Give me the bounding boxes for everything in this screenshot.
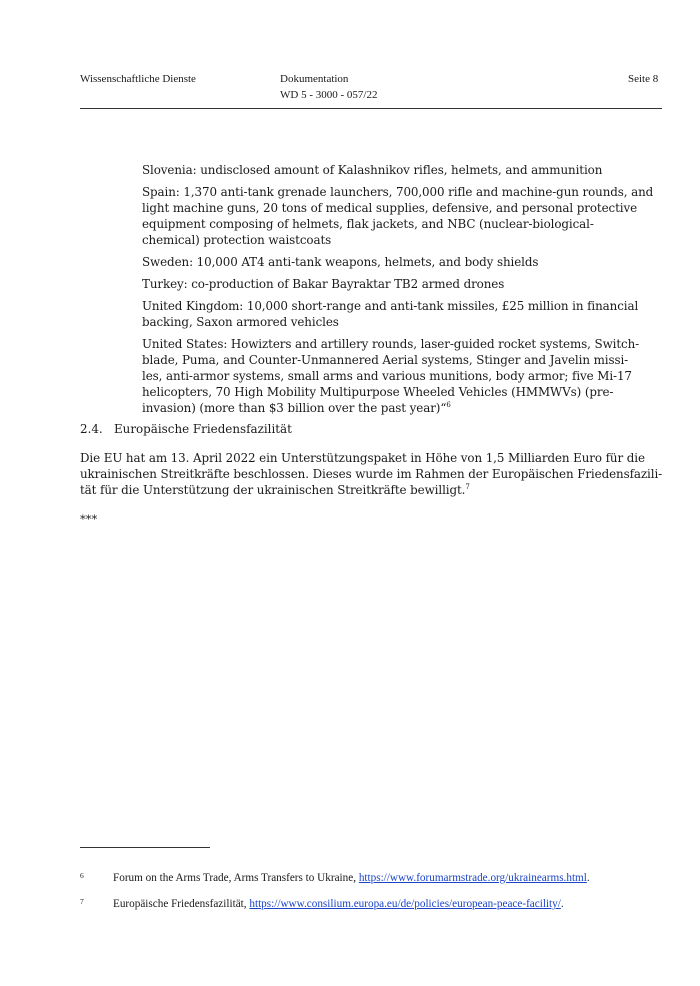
quote-line: Turkey: co-production of Bakar Bayraktar TB2 armed drones bbox=[142, 277, 505, 291]
header-institution: Wissenschaftliche Dienste bbox=[80, 73, 196, 85]
header-doc-type: Dokumentation bbox=[280, 73, 349, 85]
footnote-ref-6[interactable]: 6 bbox=[446, 401, 451, 409]
quote-item-slovenia bbox=[142, 162, 662, 178]
footnote-divider bbox=[80, 847, 210, 848]
quote-item-turkey bbox=[142, 276, 662, 292]
quote-line: chemical) protection waistcoats bbox=[142, 233, 332, 247]
quote-line: equipment composing of helmets, flak jackets, and NBC (nuclear-biological- bbox=[142, 217, 594, 231]
section-heading bbox=[80, 421, 662, 437]
section-separator: *** bbox=[80, 512, 98, 526]
footnote-link[interactable]: https://www.forumarmstrade.org/ukrainearms.html bbox=[358, 872, 587, 884]
footnote-text: Forum on the Arms Trade, Arms Transfers to Ukraine, bbox=[113, 872, 359, 884]
footnote-7 bbox=[80, 895, 670, 911]
footnote-number: 7 bbox=[80, 897, 84, 906]
footnote-link[interactable]: https://www.consilium.europa.eu/de/policies/european-peace-facility/ bbox=[249, 898, 561, 910]
footnote-end: . bbox=[560, 898, 564, 910]
quote-line: Sweden: 10,000 AT4 anti-tank weapons, helmets, and body shields bbox=[142, 255, 539, 269]
quote-line: backing, Saxon armored vehicles bbox=[142, 315, 339, 329]
body-paragraph bbox=[80, 450, 665, 498]
paragraph-line: Die EU hat am 13. April 2022 ein Unterstützungspaket in Höhe von 1,5 Milliarden Euro für die bbox=[80, 451, 645, 465]
paragraph-line-text: tät für die Unterstützung der ukrainischen Streitkräfte bewilligt. bbox=[80, 483, 466, 497]
footnote-text: Europäische Friedensfazilität, bbox=[113, 898, 250, 910]
quote-line: Spain: 1,370 anti-tank grenade launchers, 700,000 rifle and machine-gun rounds, and bbox=[142, 185, 654, 199]
quote-line: light machine guns, 20 tons of medical supplies, defensive, and personal protective bbox=[142, 201, 638, 215]
paragraph-line bbox=[80, 483, 470, 497]
quote-item-united-states bbox=[142, 336, 662, 416]
quote-block bbox=[142, 162, 662, 422]
section-number: 2.4. bbox=[80, 422, 103, 436]
quote-item-united-kingdom bbox=[142, 298, 662, 330]
paragraph-line: ukrainischen Streitkräfte beschlossen. Dieses wurde im Rahmen der Europäischen Friedensfazili- bbox=[80, 467, 663, 481]
quote-item-spain bbox=[142, 184, 662, 248]
quote-line: helicopters, 70 High Mobility Multipurpose Wheeled Vehicles (HMMWVs) (pre- bbox=[142, 385, 614, 399]
header-divider bbox=[80, 108, 662, 109]
quote-line: les, anti-armor systems, small arms and various munitions, body armor; five Mi-17 bbox=[142, 369, 632, 383]
header-doc-number: WD 5 - 3000 - 057/22 bbox=[280, 89, 378, 101]
quote-line: blade, Puma, and Counter-Unmannered Aerial systems, Stinger and Javelin missi- bbox=[142, 353, 629, 367]
footnote-number: 6 bbox=[80, 871, 84, 880]
footnote-ref-7[interactable]: 7 bbox=[465, 483, 470, 491]
quote-line: United States: Howizters and artillery rounds, laser-guided rocket systems, Switch- bbox=[142, 337, 640, 351]
footnote-6 bbox=[80, 869, 670, 885]
header-document-info bbox=[280, 71, 377, 103]
quote-item-sweden bbox=[142, 254, 662, 270]
footnote-end: . bbox=[586, 872, 590, 884]
header-page-number: Seite 8 bbox=[628, 73, 659, 85]
quote-line-text: invasion) (more than $3 billion over the past year)“ bbox=[142, 401, 447, 415]
section-title: Europäische Friedensfazilität bbox=[114, 422, 292, 436]
quote-line: Slovenia: undisclosed amount of Kalashnikov rifles, helmets, and ammunition bbox=[142, 163, 603, 177]
quote-line: United Kingdom: 10,000 short-range and anti-tank missiles, £25 million in financial bbox=[142, 299, 639, 313]
quote-line bbox=[142, 401, 451, 415]
